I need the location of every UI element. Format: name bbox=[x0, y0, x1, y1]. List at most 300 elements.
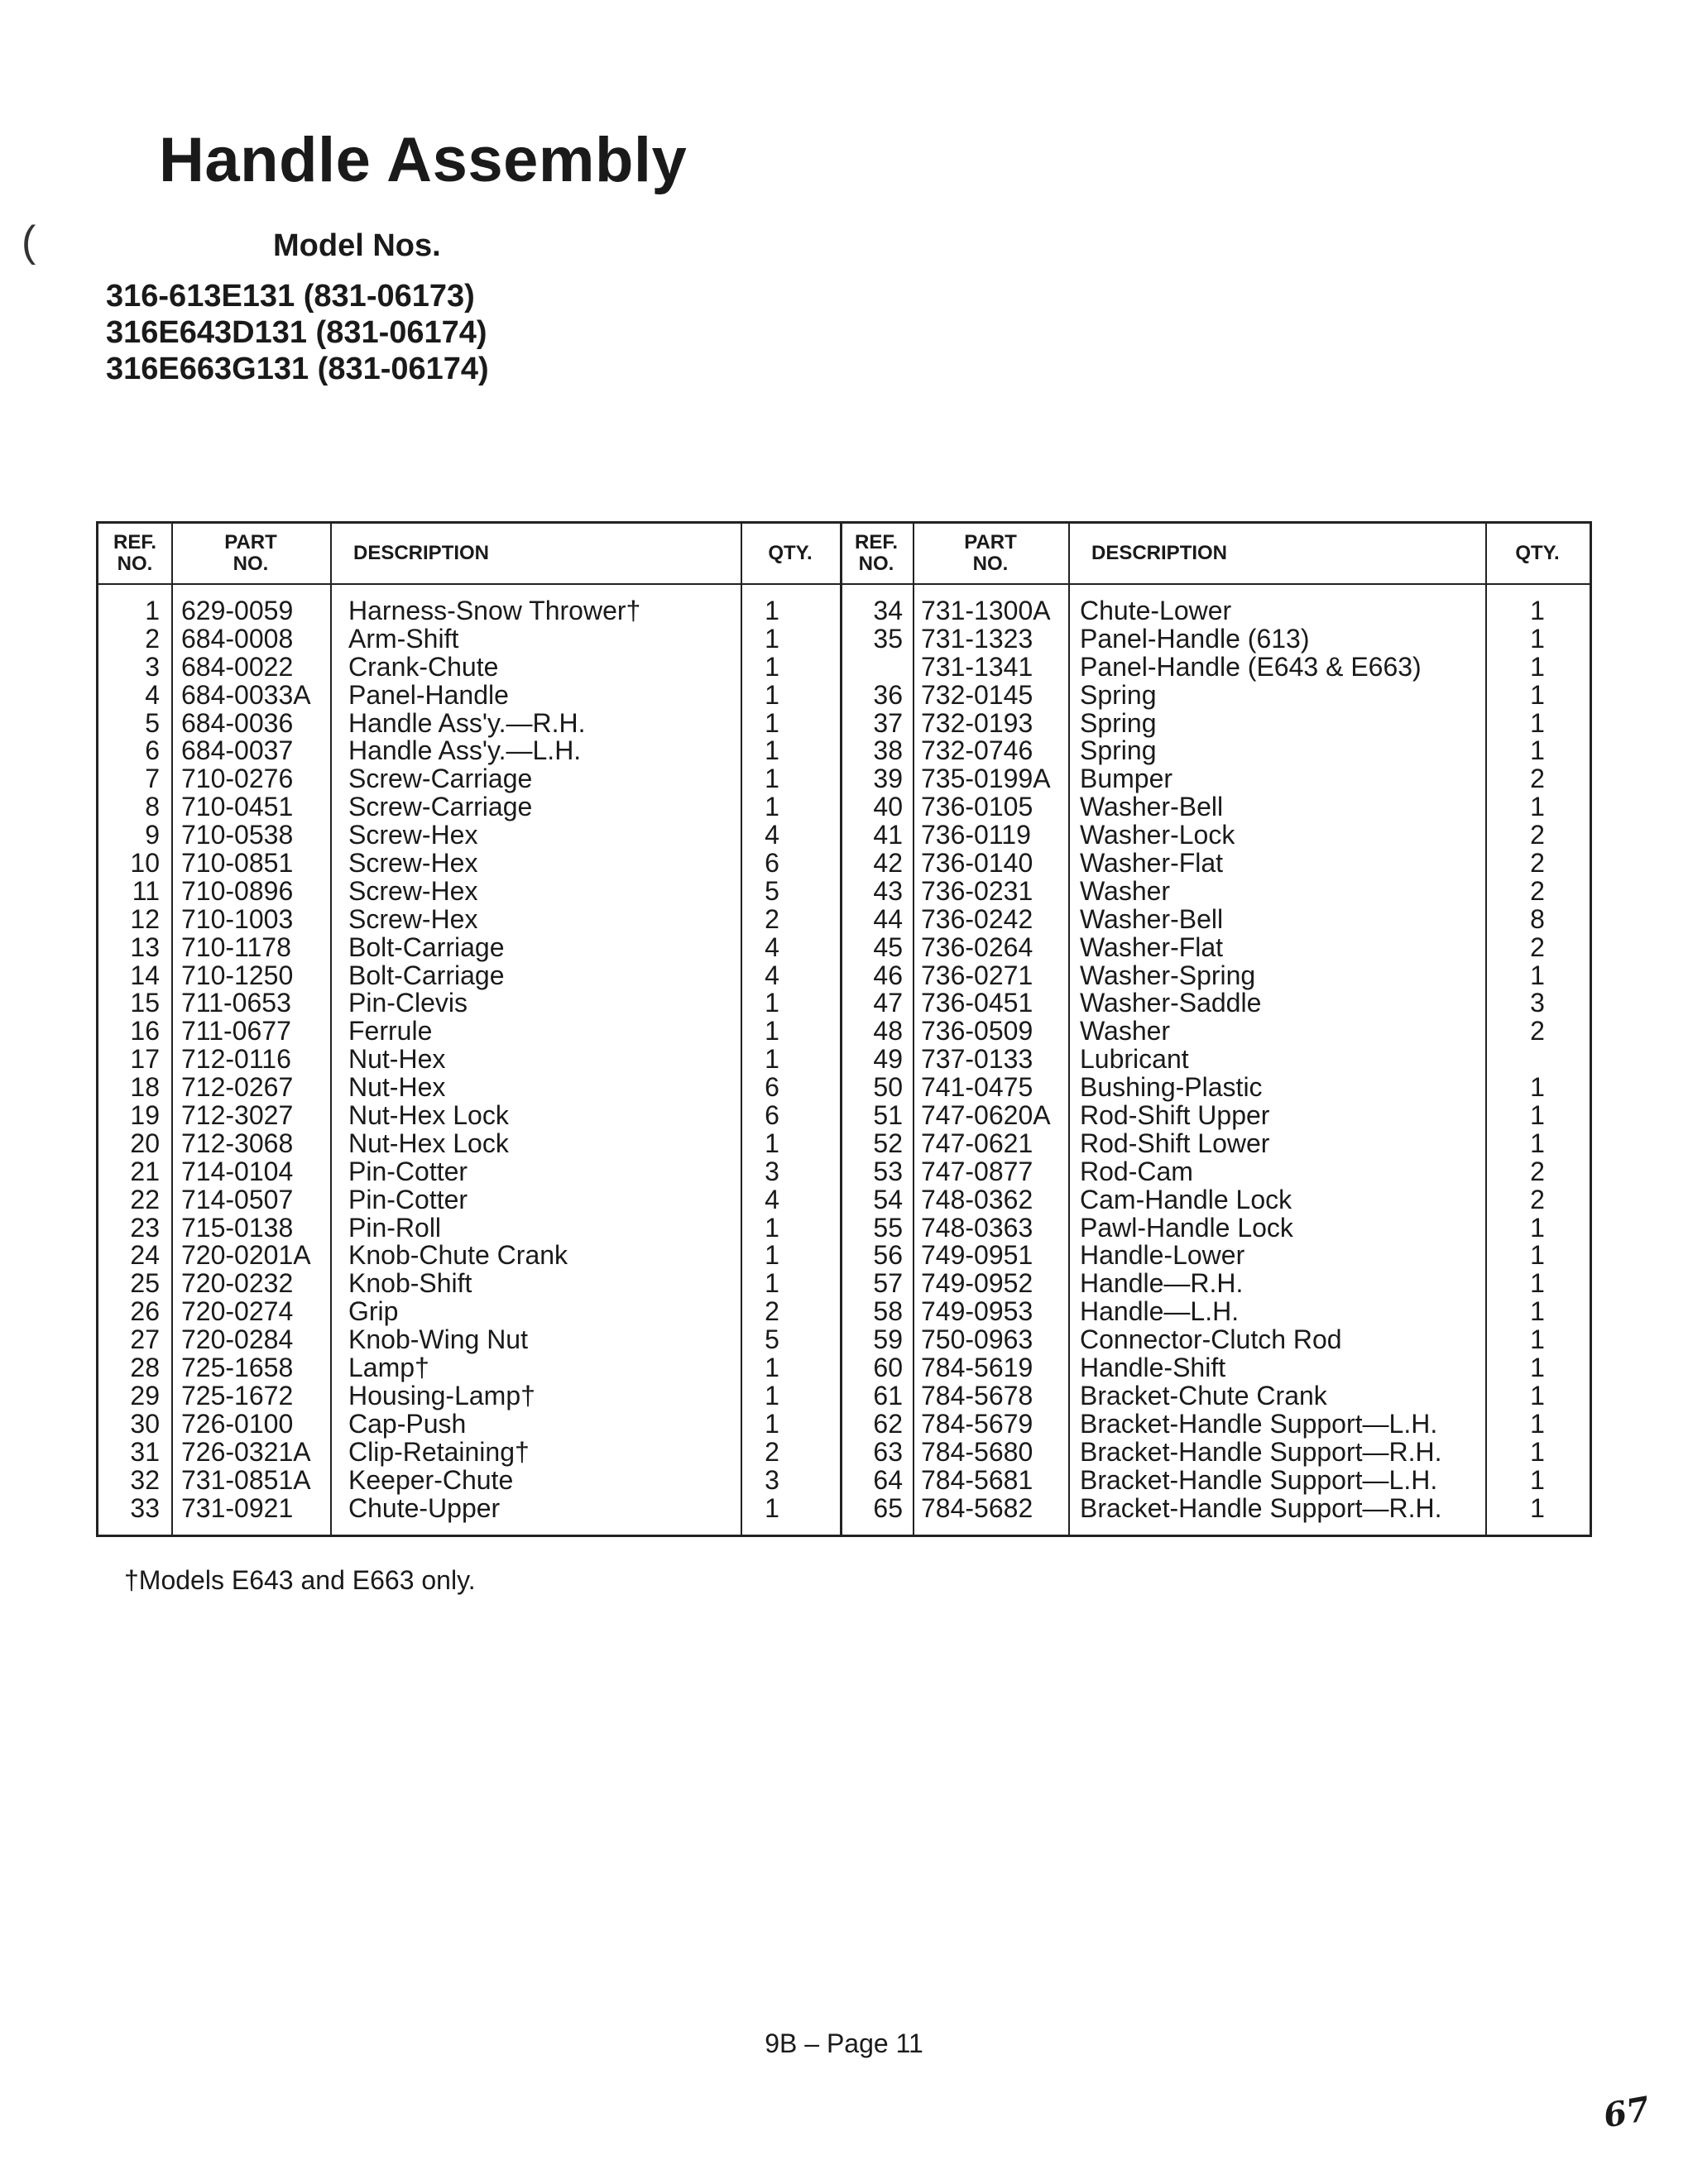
part-number: 736-0119 bbox=[921, 820, 1031, 850]
part-number: 747-0877 bbox=[921, 1156, 1033, 1186]
description: Spring bbox=[1080, 679, 1157, 710]
ref-number: 13 bbox=[130, 932, 160, 962]
ref-number: 63 bbox=[873, 1436, 903, 1467]
quantity: 4 bbox=[765, 1184, 779, 1214]
table-row bbox=[98, 905, 1590, 933]
quantity: 1 bbox=[765, 1016, 779, 1046]
description: Handle Ass'y.—R.H. bbox=[348, 707, 586, 738]
description: Handle-Lower bbox=[1080, 1240, 1245, 1271]
part-number: 710-1003 bbox=[181, 903, 294, 934]
quantity: 5 bbox=[765, 1324, 779, 1355]
ref-number: 54 bbox=[873, 1184, 903, 1214]
description: Nut-Hex Lock bbox=[348, 1128, 509, 1158]
table-row bbox=[98, 1241, 1590, 1269]
table-row bbox=[98, 1101, 1590, 1129]
quantity: 4 bbox=[765, 820, 779, 850]
page-number: 9B – Page 11 bbox=[765, 2028, 923, 2058]
ref-number: 59 bbox=[873, 1324, 903, 1355]
part-number: 784-5678 bbox=[921, 1380, 1033, 1410]
description: Screw-Carriage bbox=[348, 792, 533, 822]
parts-table bbox=[96, 521, 1592, 1537]
quantity: 2 bbox=[1530, 1016, 1545, 1046]
description: Harness-Snow Thrower† bbox=[348, 596, 641, 625]
description: Washer-Bell bbox=[1080, 903, 1224, 934]
ref-number: 48 bbox=[873, 1016, 903, 1046]
quantity: 1 bbox=[1530, 1408, 1545, 1439]
description: Bracket-Handle Support—R.H. bbox=[1080, 1492, 1442, 1523]
description: Bushing-Plastic bbox=[1080, 1072, 1263, 1103]
description: Lubricant bbox=[1080, 1044, 1189, 1075]
part-number: 747-0621 bbox=[921, 1128, 1033, 1158]
quantity: 2 bbox=[765, 1296, 779, 1327]
table-row bbox=[98, 1494, 1590, 1522]
description: Clip-Retaining† bbox=[348, 1436, 530, 1467]
table-row bbox=[98, 709, 1590, 737]
table-row bbox=[98, 653, 1590, 681]
description: Screw-Hex bbox=[348, 875, 478, 906]
quantity: 2 bbox=[1530, 764, 1545, 794]
header-part-no: PART NO. bbox=[224, 531, 277, 575]
description: Chute-Upper bbox=[348, 1492, 501, 1523]
part-number: 748-0363 bbox=[921, 1212, 1033, 1243]
quantity: 1 bbox=[1530, 679, 1545, 710]
ref-number: 4 bbox=[145, 679, 160, 710]
description: Washer-Spring bbox=[1080, 960, 1256, 990]
model-number: 316E663G131 (831-06174) bbox=[106, 352, 489, 386]
quantity: 1 bbox=[1530, 1268, 1545, 1299]
table-row bbox=[98, 793, 1590, 821]
table-row bbox=[98, 1129, 1590, 1157]
table-row bbox=[98, 736, 1590, 764]
quantity: 1 bbox=[765, 764, 779, 794]
part-number: 725-1672 bbox=[181, 1380, 294, 1410]
description: Housing-Lamp† bbox=[348, 1380, 535, 1410]
ref-number: 24 bbox=[130, 1240, 160, 1271]
ref-number: 7 bbox=[145, 764, 160, 794]
header-ref-no: REF. NO. bbox=[854, 531, 898, 575]
description: Handle—R.H. bbox=[1080, 1268, 1244, 1299]
ref-number: 12 bbox=[130, 903, 160, 934]
part-number: 710-1178 bbox=[181, 932, 291, 962]
header-qty: QTY. bbox=[768, 542, 813, 564]
quantity: 1 bbox=[1530, 707, 1545, 738]
ref-number: 40 bbox=[873, 792, 903, 822]
ref-number: 34 bbox=[873, 596, 903, 625]
table-row bbox=[98, 933, 1590, 961]
table-row bbox=[98, 1353, 1590, 1382]
quantity: 1 bbox=[765, 735, 779, 766]
part-number: 748-0362 bbox=[921, 1184, 1033, 1214]
part-number: 749-0952 bbox=[921, 1268, 1033, 1299]
part-number: 741-0475 bbox=[921, 1072, 1033, 1103]
part-number: 784-5619 bbox=[921, 1353, 1033, 1383]
part-number: 711-0677 bbox=[181, 1016, 291, 1046]
quantity: 1 bbox=[765, 596, 779, 625]
quantity: 1 bbox=[1530, 1380, 1545, 1410]
ref-number: 26 bbox=[130, 1296, 160, 1327]
table-row bbox=[98, 849, 1590, 877]
part-number: 710-0851 bbox=[181, 848, 294, 879]
ref-number: 9 bbox=[145, 820, 160, 850]
description: Pawl-Handle Lock bbox=[1080, 1212, 1293, 1243]
quantity: 2 bbox=[1530, 820, 1545, 850]
ref-number: 16 bbox=[130, 1016, 160, 1046]
part-number: 715-0138 bbox=[181, 1212, 294, 1243]
description: Lamp† bbox=[348, 1353, 429, 1383]
quantity: 5 bbox=[765, 875, 779, 906]
quantity: 1 bbox=[765, 1044, 779, 1075]
ref-number: 61 bbox=[873, 1380, 903, 1410]
part-number: 714-0507 bbox=[181, 1184, 294, 1214]
ref-number: 32 bbox=[130, 1464, 160, 1495]
quantity: 1 bbox=[765, 707, 779, 738]
ref-number: 19 bbox=[130, 1100, 160, 1131]
ref-number: 20 bbox=[130, 1128, 160, 1158]
description: Rod-Shift Upper bbox=[1080, 1100, 1270, 1131]
part-number: 710-0276 bbox=[181, 764, 294, 794]
quantity: 1 bbox=[1530, 1212, 1545, 1243]
quantity: 1 bbox=[765, 679, 779, 710]
table-body bbox=[98, 596, 1590, 1521]
ref-number: 62 bbox=[873, 1408, 903, 1439]
quantity: 4 bbox=[765, 932, 779, 962]
header-ref-no: REF. NO. bbox=[113, 531, 156, 575]
description: Keeper-Chute bbox=[348, 1464, 514, 1495]
description: Pin-Cotter bbox=[348, 1184, 468, 1214]
description: Panel-Handle bbox=[348, 679, 509, 710]
models-heading: Model Nos. bbox=[273, 228, 441, 263]
quantity: 3 bbox=[765, 1464, 779, 1495]
quantity: 1 bbox=[1530, 1296, 1545, 1327]
part-number: 710-1250 bbox=[181, 960, 294, 990]
table-row bbox=[98, 596, 1590, 625]
description: Rod-Shift Lower bbox=[1080, 1128, 1270, 1158]
description: Nut-Hex bbox=[348, 1072, 446, 1103]
ref-number: 36 bbox=[873, 679, 903, 710]
ref-number: 8 bbox=[145, 792, 160, 822]
ref-number: 5 bbox=[145, 707, 160, 738]
model-number: 316-613E131 (831-06173) bbox=[106, 279, 475, 314]
description: Handle-Shift bbox=[1080, 1353, 1226, 1383]
ref-number: 46 bbox=[873, 960, 903, 990]
part-number: 731-1323 bbox=[921, 623, 1033, 654]
quantity: 1 bbox=[765, 1353, 779, 1383]
ref-number: 49 bbox=[873, 1044, 903, 1075]
description: Cap-Push bbox=[348, 1408, 467, 1439]
table-row bbox=[98, 1438, 1590, 1466]
table-row bbox=[98, 625, 1590, 653]
ref-number: 41 bbox=[873, 820, 903, 850]
ref-number: 3 bbox=[145, 651, 160, 682]
quantity: 2 bbox=[765, 903, 779, 934]
header-description: DESCRIPTION bbox=[353, 542, 490, 564]
table-row bbox=[98, 1410, 1590, 1438]
ref-number: 14 bbox=[130, 960, 160, 990]
quantity: 1 bbox=[1530, 1100, 1545, 1131]
ref-number: 15 bbox=[130, 988, 160, 1018]
quantity: 6 bbox=[765, 848, 779, 879]
table-row bbox=[98, 1214, 1590, 1242]
quantity: 1 bbox=[1530, 1072, 1545, 1103]
quantity: 1 bbox=[765, 1492, 779, 1523]
ref-number: 58 bbox=[873, 1296, 903, 1327]
description: Connector-Clutch Rod bbox=[1080, 1324, 1342, 1355]
description: Washer-Flat bbox=[1080, 932, 1224, 962]
quantity: 1 bbox=[765, 988, 779, 1018]
part-number: 720-0284 bbox=[181, 1324, 294, 1355]
quantity: 1 bbox=[765, 1212, 779, 1243]
part-number: 747-0620A bbox=[921, 1100, 1051, 1131]
part-number: 731-0921 bbox=[181, 1492, 294, 1523]
part-number: 710-0538 bbox=[181, 820, 294, 850]
ref-number: 37 bbox=[873, 707, 903, 738]
part-number: 749-0953 bbox=[921, 1296, 1033, 1327]
table-row bbox=[98, 1185, 1590, 1214]
table-row bbox=[98, 1157, 1590, 1185]
part-number: 720-0232 bbox=[181, 1268, 294, 1299]
part-number: 629-0059 bbox=[181, 596, 294, 625]
quantity: 1 bbox=[765, 1128, 779, 1158]
table-row bbox=[98, 989, 1590, 1017]
part-number: 736-0509 bbox=[921, 1016, 1033, 1046]
part-number: 749-0951 bbox=[921, 1240, 1033, 1271]
description: Bumper bbox=[1080, 764, 1173, 794]
description: Washer bbox=[1080, 875, 1171, 906]
model-number: 316E643D131 (831-06174) bbox=[106, 315, 487, 350]
quantity: 1 bbox=[1530, 1353, 1545, 1383]
ref-number: 56 bbox=[873, 1240, 903, 1271]
quantity: 2 bbox=[1530, 932, 1545, 962]
part-number: 735-0199A bbox=[921, 764, 1051, 794]
ref-number: 64 bbox=[873, 1464, 903, 1495]
ref-number: 28 bbox=[130, 1353, 160, 1383]
part-number: 684-0022 bbox=[181, 651, 294, 682]
footnote: †Models E643 and E663 only. bbox=[124, 1565, 476, 1595]
part-number: 750-0963 bbox=[921, 1324, 1033, 1355]
quantity: 1 bbox=[765, 1408, 779, 1439]
part-number: 711-0653 bbox=[181, 988, 291, 1018]
part-number: 710-0896 bbox=[181, 875, 294, 906]
quantity: 1 bbox=[1530, 1128, 1545, 1158]
margin-mark: ( bbox=[22, 218, 36, 266]
ref-number: 22 bbox=[130, 1184, 160, 1214]
quantity: 1 bbox=[765, 651, 779, 682]
quantity: 1 bbox=[765, 623, 779, 654]
ref-number: 6 bbox=[145, 735, 160, 766]
part-number: 737-0133 bbox=[921, 1044, 1033, 1075]
table-row bbox=[98, 1017, 1590, 1045]
part-number: 684-0008 bbox=[181, 623, 294, 654]
ref-number: 30 bbox=[130, 1408, 160, 1439]
description: Washer-Bell bbox=[1080, 792, 1224, 822]
part-number: 725-1658 bbox=[181, 1353, 294, 1383]
quantity: 1 bbox=[1530, 1240, 1545, 1271]
part-number: 736-0231 bbox=[921, 875, 1033, 906]
description: Pin-Clevis bbox=[348, 988, 468, 1018]
part-number: 726-0321A bbox=[181, 1436, 311, 1467]
ref-number: 57 bbox=[873, 1268, 903, 1299]
part-number: 736-0242 bbox=[921, 903, 1033, 934]
part-number: 731-1300A bbox=[921, 596, 1051, 625]
ref-number: 65 bbox=[873, 1492, 903, 1523]
table-row bbox=[98, 1466, 1590, 1494]
description: Screw-Carriage bbox=[348, 764, 533, 794]
quantity: 2 bbox=[1530, 875, 1545, 906]
part-number: 712-0116 bbox=[181, 1044, 291, 1075]
ref-number: 11 bbox=[132, 875, 160, 906]
part-number: 684-0037 bbox=[181, 735, 294, 766]
ref-number: 21 bbox=[130, 1156, 160, 1186]
description: Washer-Flat bbox=[1080, 848, 1224, 879]
description: Spring bbox=[1080, 707, 1157, 738]
description: Crank-Chute bbox=[348, 651, 499, 682]
quantity: 1 bbox=[1530, 1464, 1545, 1495]
ref-number: 33 bbox=[130, 1492, 160, 1523]
part-number: 684-0036 bbox=[181, 707, 294, 738]
quantity: 1 bbox=[1530, 1492, 1545, 1523]
header-qty: QTY. bbox=[1515, 542, 1560, 564]
quantity: 2 bbox=[765, 1436, 779, 1467]
description: Panel-Handle (613) bbox=[1080, 623, 1310, 654]
part-number: 736-0105 bbox=[921, 792, 1033, 822]
ref-number: 17 bbox=[130, 1044, 160, 1075]
ref-number: 60 bbox=[873, 1353, 903, 1383]
description: Handle—L.H. bbox=[1080, 1296, 1240, 1327]
table-row bbox=[98, 1325, 1590, 1353]
table-row bbox=[98, 1382, 1590, 1410]
part-number: 784-5682 bbox=[921, 1492, 1033, 1523]
description: Handle Ass'y.—L.H. bbox=[348, 735, 582, 766]
part-number: 784-5680 bbox=[921, 1436, 1033, 1467]
part-number: 714-0104 bbox=[181, 1156, 294, 1186]
description: Knob-Shift bbox=[348, 1268, 472, 1299]
description: Screw-Hex bbox=[348, 903, 478, 934]
ref-number: 53 bbox=[873, 1156, 903, 1186]
description: Bolt-Carriage bbox=[348, 932, 505, 962]
description: Washer bbox=[1080, 1016, 1171, 1046]
handwritten-mark: 67 bbox=[1600, 2089, 1653, 2136]
ref-number: 44 bbox=[873, 903, 903, 934]
ref-number: 27 bbox=[130, 1324, 160, 1355]
quantity: 1 bbox=[1530, 651, 1545, 682]
quantity: 3 bbox=[1530, 988, 1545, 1018]
part-number: 720-0274 bbox=[181, 1296, 294, 1327]
description: Spring bbox=[1080, 735, 1157, 766]
quantity: 1 bbox=[1530, 596, 1545, 625]
part-number: 684-0033A bbox=[181, 679, 311, 710]
quantity: 1 bbox=[1530, 623, 1545, 654]
table-row bbox=[98, 961, 1590, 989]
description: Pin-Cotter bbox=[348, 1156, 468, 1186]
part-number: 731-0851A bbox=[181, 1464, 311, 1495]
description: Bracket-Chute Crank bbox=[1080, 1380, 1327, 1410]
quantity: 1 bbox=[1530, 1324, 1545, 1355]
description: Nut-Hex bbox=[348, 1044, 446, 1075]
quantity: 1 bbox=[765, 1240, 779, 1271]
description: Knob-Chute Crank bbox=[348, 1240, 568, 1271]
page-title: Handle Assembly bbox=[159, 125, 688, 195]
part-number: 736-0140 bbox=[921, 848, 1033, 879]
description: Bracket-Handle Support—L.H. bbox=[1080, 1464, 1438, 1495]
quantity: 1 bbox=[1530, 1436, 1545, 1467]
part-number: 732-0145 bbox=[921, 679, 1033, 710]
description: Panel-Handle (E643 & E663) bbox=[1080, 651, 1422, 682]
part-number: 732-0193 bbox=[921, 707, 1033, 738]
description: Arm-Shift bbox=[348, 623, 459, 654]
ref-number: 2 bbox=[145, 623, 160, 654]
description: Bracket-Handle Support—L.H. bbox=[1080, 1408, 1438, 1439]
ref-number: 42 bbox=[873, 848, 903, 879]
description: Bolt-Carriage bbox=[348, 960, 505, 990]
quantity: 3 bbox=[765, 1156, 779, 1186]
quantity: 1 bbox=[1530, 792, 1545, 822]
header-part-no: PART NO. bbox=[964, 531, 1017, 575]
part-number: 731-1341 bbox=[921, 651, 1033, 682]
description: Washer-Lock bbox=[1080, 820, 1235, 850]
quantity: 6 bbox=[765, 1100, 779, 1131]
part-number: 726-0100 bbox=[181, 1408, 294, 1439]
ref-number: 43 bbox=[873, 875, 903, 906]
ref-number: 51 bbox=[873, 1100, 903, 1131]
table-row bbox=[98, 877, 1590, 905]
description: Knob-Wing Nut bbox=[348, 1324, 528, 1355]
part-number: 720-0201A bbox=[181, 1240, 311, 1271]
quantity: 1 bbox=[1530, 960, 1545, 990]
quantity: 1 bbox=[765, 1380, 779, 1410]
table-header bbox=[98, 524, 1590, 585]
ref-number: 25 bbox=[130, 1268, 160, 1299]
description: Cam-Handle Lock bbox=[1080, 1184, 1292, 1214]
description: Grip bbox=[348, 1296, 399, 1327]
ref-number: 31 bbox=[130, 1436, 160, 1467]
quantity: 4 bbox=[765, 960, 779, 990]
part-number: 732-0746 bbox=[921, 735, 1033, 766]
ref-number: 47 bbox=[873, 988, 903, 1018]
model-list bbox=[106, 278, 489, 387]
ref-number: 1 bbox=[145, 596, 160, 625]
table-row bbox=[98, 681, 1590, 709]
table-row bbox=[98, 1297, 1590, 1325]
ref-number: 45 bbox=[873, 932, 903, 962]
description: Chute-Lower bbox=[1080, 596, 1232, 625]
part-number: 784-5679 bbox=[921, 1408, 1033, 1439]
description: Screw-Hex bbox=[348, 820, 478, 850]
quantity: 6 bbox=[765, 1072, 779, 1103]
description: Washer-Saddle bbox=[1080, 988, 1262, 1018]
quantity: 2 bbox=[1530, 1156, 1545, 1186]
description: Rod-Cam bbox=[1080, 1156, 1193, 1186]
table-row bbox=[98, 1269, 1590, 1297]
part-number: 736-0264 bbox=[921, 932, 1033, 962]
ref-number: 23 bbox=[130, 1212, 160, 1243]
part-number: 712-0267 bbox=[181, 1072, 294, 1103]
quantity: 1 bbox=[1530, 735, 1545, 766]
ref-number: 29 bbox=[130, 1380, 160, 1410]
part-number: 712-3068 bbox=[181, 1128, 294, 1158]
part-number: 710-0451 bbox=[181, 792, 294, 822]
ref-number: 18 bbox=[130, 1072, 160, 1103]
header-description: DESCRIPTION bbox=[1091, 542, 1228, 564]
table-row bbox=[98, 764, 1590, 793]
quantity: 2 bbox=[1530, 848, 1545, 879]
ref-number: 38 bbox=[873, 735, 903, 766]
table-row bbox=[98, 1045, 1590, 1073]
ref-number: 10 bbox=[130, 848, 160, 879]
ref-number: 52 bbox=[873, 1128, 903, 1158]
description: Nut-Hex Lock bbox=[348, 1100, 509, 1131]
ref-number: 55 bbox=[873, 1212, 903, 1243]
description: Pin-Roll bbox=[348, 1212, 442, 1243]
